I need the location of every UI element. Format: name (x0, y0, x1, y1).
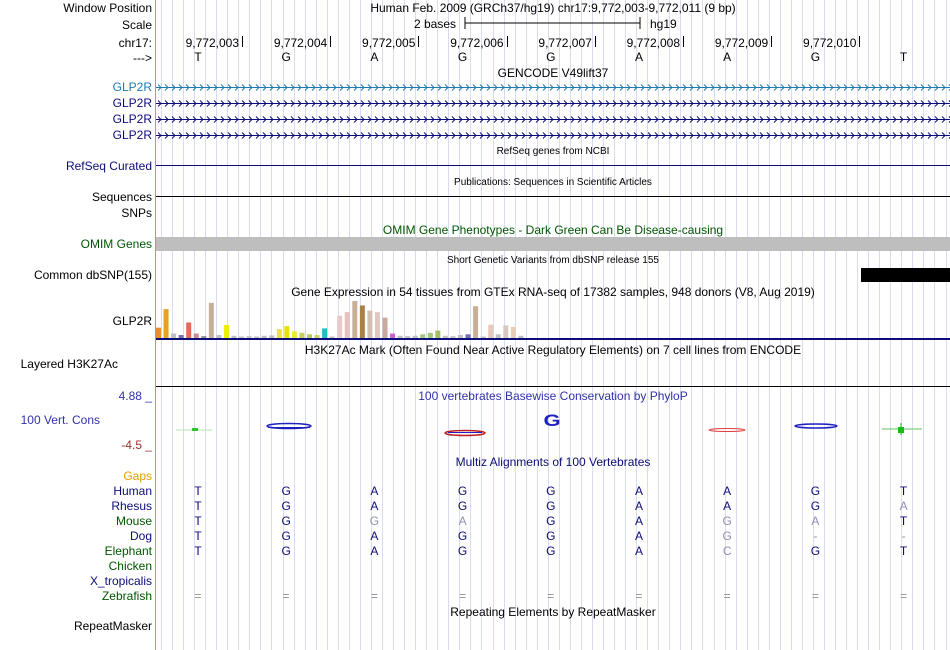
snps-track-label[interactable]: SNPs (121, 206, 152, 220)
phylop-mark-7 (882, 423, 922, 435)
grid-line (791, 0, 792, 650)
position-tick-label: 9,772,004 (273, 36, 328, 50)
alignment-base: G (281, 544, 291, 558)
grid-line (769, 0, 770, 650)
alignment-base: A (634, 499, 643, 513)
grid-line (603, 0, 604, 650)
phylop-min-label: -4.5 _ (121, 438, 152, 452)
alignment-base: A (370, 529, 379, 543)
alignment-base: A (458, 514, 467, 528)
scale-db: hg19 (650, 17, 677, 31)
publications-track-label[interactable]: Sequences (91, 190, 152, 204)
reference-base: G (546, 50, 556, 64)
gtex-tissue-bar[interactable] (367, 311, 372, 338)
alignment-base: = (459, 589, 467, 603)
alignment-base: G (546, 514, 556, 528)
repeatmasker-title: Repeating Elements by RepeatMasker (450, 605, 656, 619)
grid-line (702, 0, 703, 650)
alignment-base: G (281, 529, 291, 543)
grid-line (592, 0, 593, 650)
alignment-base: G (810, 544, 821, 558)
alignment-base: G (457, 484, 468, 498)
species-label-human[interactable]: Human (113, 484, 152, 498)
grid-line (802, 0, 803, 650)
alignment-base: G (810, 499, 821, 513)
gtex-tissue-bar[interactable] (511, 327, 516, 338)
strand-label: ---> (133, 51, 152, 65)
species-label-dog[interactable]: Dog (129, 529, 152, 543)
position-tick-mark (507, 36, 508, 47)
grid-line (835, 0, 836, 650)
alignment-base: T (899, 544, 908, 558)
phylop-mark-5 (709, 429, 745, 432)
omim-feature-bar[interactable] (156, 237, 950, 251)
alignment-base: G (369, 514, 380, 528)
gtex-tissue-bar[interactable] (337, 316, 342, 338)
alignment-base: A (634, 514, 643, 528)
omim-track-label[interactable]: OMIM Genes (80, 237, 152, 251)
h3k27ac-title: H3K27Ac Mark (Often Found Near Active Regulatory Elements) on 7 cell lines from ENCODE (304, 343, 802, 357)
h3k27ac-track-label[interactable]: Layered H3K27Ac (20, 357, 118, 371)
grid-line (857, 0, 858, 650)
phylop-max-label: 4.88 _ (118, 389, 152, 403)
gtex-track-label[interactable]: GLP2R (112, 314, 152, 328)
position-tick-label: 9,772,005 (362, 36, 416, 50)
gtex-tissue-bar[interactable] (435, 331, 440, 338)
gtex-bar-chart[interactable] (156, 299, 556, 339)
alignment-base: G (281, 499, 291, 513)
grid-line (680, 0, 681, 650)
position-tick-mark (683, 36, 684, 47)
alignment-base: T (899, 484, 908, 498)
svg-text:G: G (543, 411, 561, 431)
alignment-base: = (811, 589, 819, 603)
refseq-gene-line[interactable] (156, 165, 950, 166)
gtex-tissue-bar[interactable] (292, 331, 297, 338)
position-tick-label: 9,772,006 (450, 36, 504, 50)
alignment-base: A (899, 499, 908, 513)
grid-line (747, 0, 748, 650)
gencode-gene-line-2[interactable] (156, 99, 950, 108)
position-tick-mark (595, 36, 596, 47)
scale-label: Scale (121, 18, 152, 32)
position-tick-label: 9,772,010 (803, 36, 857, 50)
alignment-base: A (634, 544, 643, 558)
grid-line (868, 0, 869, 650)
gtex-title: Gene Expression in 54 tissues from GTEx RNA-seq of 17382 samples, 948 donors (V8, Aug 2019) (291, 285, 815, 299)
gtex-tissue-bar[interactable] (473, 306, 478, 338)
position-tick-mark (418, 36, 419, 47)
gtex-tissue-bar[interactable] (322, 328, 327, 338)
alignment-base: G (546, 544, 556, 558)
gtex-tissue-bar[interactable] (284, 326, 289, 338)
alignment-base: A (370, 544, 379, 558)
gencode-gene-line-3[interactable] (156, 115, 950, 124)
gtex-tissue-bar[interactable] (352, 301, 357, 338)
grid-line (714, 0, 715, 650)
publications-title: Publications: Sequences in Scientific Articles (454, 177, 652, 188)
gtex-tissue-bar[interactable] (186, 322, 191, 338)
repeatmasker-track-label[interactable]: RepeatMasker (73, 619, 152, 633)
alignment-base: G (457, 544, 468, 558)
grid-line (758, 0, 759, 650)
position-tick-label: 9,772,009 (714, 36, 769, 50)
gencode-gene-line-1[interactable] (156, 83, 950, 92)
alignment-base: A (634, 529, 643, 543)
reference-base: G (810, 50, 821, 64)
alignment-base: = (635, 589, 643, 603)
grid-line (625, 0, 626, 650)
gencode-title: GENCODE V49lift37 (497, 66, 609, 80)
reference-base: A (723, 50, 732, 64)
phylop-mark-4 (543, 412, 560, 431)
gtex-tissue-bar[interactable] (156, 328, 161, 338)
alignment-base: G (722, 514, 732, 528)
alignment-base: T (194, 544, 202, 558)
position-tick-label: 9,772,007 (538, 36, 592, 50)
alignment-base: = (900, 589, 908, 603)
position-tick-label: 9,772,008 (626, 36, 680, 50)
chrom-label: chr17: (118, 36, 152, 50)
position-tick-mark (330, 36, 331, 47)
gtex-baseline (156, 338, 950, 340)
refseq-title: RefSeq genes from NCBI (496, 146, 610, 157)
grid-line (581, 0, 582, 650)
assembly-title: Human Feb. 2009 (GRCh37/hg19) chr17:9,772,003-9,772,011 (9 bp) (370, 1, 736, 15)
alignment-base: - (813, 529, 818, 543)
species-label-elephant[interactable]: Elephant (104, 544, 152, 558)
reference-base: G (281, 50, 291, 64)
alignment-base: C (722, 544, 732, 558)
gene-label-glp2r-1[interactable]: GLP2R (112, 80, 152, 94)
grid-line (923, 0, 924, 650)
alignment-base: A (370, 499, 379, 513)
alignment-base: G (281, 484, 291, 498)
gtex-tissue-bar[interactable] (488, 325, 493, 338)
omim-title: OMIM Gene Phenotypes - Dark Green Can Be Disease-causing (382, 223, 724, 237)
gtex-tissue-bar[interactable] (375, 312, 380, 338)
position-tick-mark (771, 36, 772, 47)
phylop-title: 100 vertebrates Basewise Conservation by PhyloP (418, 389, 688, 403)
species-label-zebrafish[interactable]: Zebrafish (101, 589, 152, 603)
gtex-tissue-bar[interactable] (360, 305, 365, 338)
dbsnp-title: Short Genetic Variants from dbSNP release 155 (447, 255, 659, 266)
phylop-mark-2 (267, 424, 311, 429)
alignment-base: G (546, 499, 556, 513)
grid-line (846, 0, 847, 650)
track-labels-panel (0, 0, 155, 650)
alignment-base: = (370, 589, 378, 603)
reference-base: A (370, 50, 379, 64)
gene-label-glp2r-2[interactable]: GLP2R (112, 96, 152, 110)
gencode-gene-line-4[interactable] (156, 131, 950, 140)
gtex-tissue-bar[interactable] (209, 303, 214, 338)
refseq-track-label[interactable]: RefSeq Curated (65, 159, 152, 173)
grid-line (669, 0, 670, 650)
alignment-base: G (546, 484, 556, 498)
phylop-mark-3 (445, 431, 485, 436)
grid-line (946, 0, 947, 650)
publications-line[interactable] (156, 196, 950, 197)
track-display-area[interactable] (156, 0, 950, 650)
alignment-base: G (810, 484, 821, 498)
alignment-base: = (194, 589, 202, 603)
alignment-base: G (281, 514, 291, 528)
gene-label-glp2r-3[interactable]: GLP2R (112, 112, 152, 126)
alignment-base: A (634, 484, 643, 498)
alignment-base: = (547, 589, 555, 603)
dbsnp-variant-block[interactable] (861, 268, 950, 282)
reference-base: A (634, 50, 643, 64)
window-position-label: Window Position (63, 1, 152, 15)
grid-line (658, 0, 659, 650)
gtex-tissue-bar[interactable] (164, 309, 169, 338)
alignment-base: T (194, 514, 202, 528)
reference-base: G (457, 50, 468, 64)
gaps-label: Gaps (123, 469, 152, 483)
position-tick-mark (859, 36, 860, 47)
species-label-rhesus[interactable]: Rhesus (111, 499, 152, 513)
grid-line (614, 0, 615, 650)
alignment-base: G (546, 529, 556, 543)
multiz-title: Multiz Alignments of 100 Vertebrates (455, 455, 651, 469)
species-label-mouse[interactable]: Mouse (115, 514, 152, 528)
position-tick-label: 9,772,003 (185, 36, 239, 50)
reference-base: T (899, 50, 908, 64)
grid-line (890, 0, 891, 650)
alignment-base: T (194, 484, 202, 498)
grid-line (570, 0, 571, 650)
alignment-base: G (457, 529, 468, 543)
grid-line (934, 0, 935, 650)
alignment-base: T (194, 499, 202, 513)
gtex-tissue-bar[interactable] (224, 325, 229, 338)
alignment-base: G (457, 499, 468, 513)
scale-bar (156, 16, 950, 32)
species-label-x-tropicalis[interactable]: X_tropicalis (89, 574, 152, 588)
alignment-base: A (370, 484, 379, 498)
grid-line (879, 0, 880, 650)
phylop-mark-6 (795, 424, 837, 428)
alignment-base: = (723, 589, 731, 603)
gene-label-glp2r-4[interactable]: GLP2R (112, 128, 152, 142)
alignment-base: A (723, 499, 732, 513)
alignment-base: = (282, 589, 290, 603)
alignment-base: T (899, 514, 908, 528)
grid-line (780, 0, 781, 650)
alignment-base: - (901, 529, 906, 543)
scale-text: 2 bases (414, 17, 457, 31)
gtex-tissue-bar[interactable] (503, 325, 508, 338)
grid-line (691, 0, 692, 650)
alignment-base: A (723, 484, 732, 498)
position-tick-mark (242, 36, 243, 47)
species-label-chicken[interactable]: Chicken (108, 559, 152, 573)
phylop-mark-1 (176, 428, 212, 431)
h3k27ac-baseline (156, 386, 950, 387)
alignment-base: G (722, 529, 732, 543)
gtex-tissue-bar[interactable] (383, 318, 388, 338)
reference-base: T (194, 50, 202, 64)
phylop-track-label[interactable]: 100 Vert. Cons (20, 413, 100, 427)
dbsnp-track-label[interactable]: Common dbSNP(155) (33, 268, 152, 282)
gtex-tissue-bar[interactable] (277, 329, 282, 338)
alignment-base: A (811, 514, 820, 528)
alignment-base: T (194, 529, 202, 543)
phylop-logo-plot[interactable] (156, 405, 950, 445)
gtex-tissue-bar[interactable] (345, 312, 350, 338)
